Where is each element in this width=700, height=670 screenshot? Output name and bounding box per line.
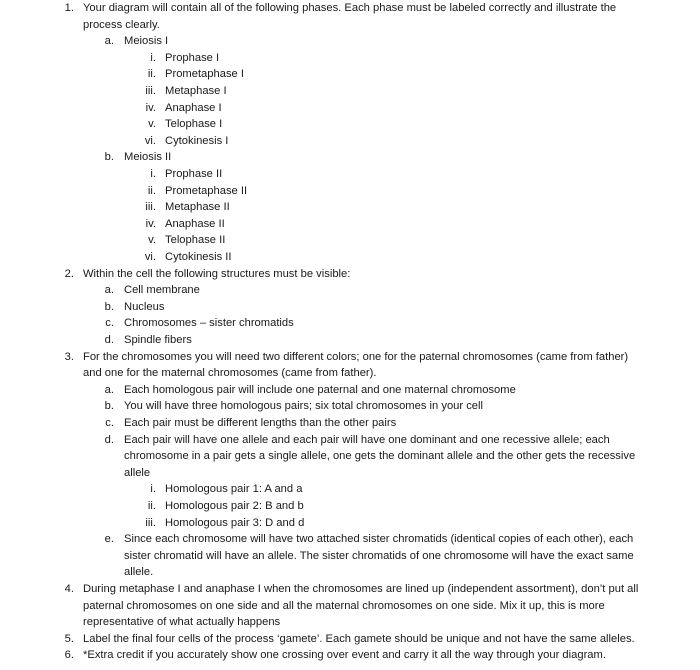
sub-item-2-a-marker: a. — [104, 284, 114, 297]
roman-item-1-a-4-text: Anaphase I — [165, 101, 222, 114]
sub-item-2-c-text: Chromosomes – sister chromatids — [124, 317, 294, 330]
roman-item-1-a-1-marker: i. — [150, 51, 156, 64]
list-item-6-text: *Extra credit if you accurately show one crossing over event and carry it all the way through your diagram. — [83, 649, 606, 662]
sub-item-3-a-text: Each homologous pair will include one paternal and one maternal chromosome — [124, 383, 516, 396]
list-item-4-text: representative of what actually happens — [83, 616, 281, 629]
roman-item-1-a-3-marker: iii. — [145, 85, 156, 97]
roman-item-1-a-6-text: Cytokinesis I — [165, 134, 229, 147]
list-item-3-marker: 3. — [64, 350, 74, 363]
roman-item-1-a-1-text: Prophase I — [165, 51, 220, 64]
list-item-6-marker: 6. — [64, 649, 74, 662]
roman-item-1-b-4-marker: iv. — [145, 217, 156, 230]
sub-item-3-c-marker: c. — [105, 417, 114, 429]
sub-item-3-d-text: Each pair will have one allele and each pair will have one dominant and one recessive allele; each — [124, 433, 610, 446]
list-item-1-marker: 1. — [64, 2, 74, 14]
sub-item-3-e-marker: e. — [104, 533, 114, 546]
roman-item-1-a-5-marker: v. — [148, 118, 156, 131]
roman-item-1-b-1-text: Prophase II — [165, 168, 223, 180]
list-item-4-text: paternal chromosomes on one side and all the maternal chromosomes on one side. Mix it up, this is more — [83, 599, 605, 612]
list-item-5-text: Label the final four cells of the process ‘gamete’. Each gamete should be unique and not have the same alleles. — [83, 632, 635, 645]
sub-item-3-b-marker: b. — [104, 400, 114, 413]
roman-item-1-a-6-marker: vi. — [144, 134, 156, 147]
roman-item-1-a-2-marker: ii. — [147, 68, 156, 81]
roman-item-3-d-3-marker: iii. — [145, 516, 156, 529]
sub-item-1-b-text: Meiosis II — [124, 151, 172, 164]
list-item-4-marker: 4. — [64, 583, 74, 595]
roman-item-1-a-5-text: Telophase I — [165, 118, 223, 131]
sub-item-2-d-marker: d. — [104, 334, 114, 346]
roman-item-3-d-3-text: Homologous pair 3: D and d — [165, 516, 305, 529]
sub-item-3-c-text: Each pair must be different lengths than the other pairs — [124, 417, 397, 429]
sub-item-3-e-text: allele. — [124, 566, 154, 579]
sub-item-3-e-text: Since each chromosome will have two attached sister chromatids (identical copies of each other), each — [124, 533, 634, 546]
roman-item-1-b-5-text: Telophase II — [165, 234, 226, 247]
list-item-3-text: and one for the maternal chromosomes (came from father). — [83, 367, 377, 380]
roman-item-1-b-6-marker: vi. — [144, 251, 156, 263]
roman-item-3-d-1-marker: i. — [150, 483, 156, 496]
roman-item-1-a-3-text: Metaphase I — [165, 85, 227, 97]
sub-item-2-c-marker: c. — [105, 317, 114, 330]
sub-item-3-d-marker: d. — [104, 433, 114, 446]
sub-item-1-a-text: Meiosis I — [124, 35, 169, 48]
list-item-1-text: Your diagram will contain all of the following phases. Each phase must be labeled correctly and illustrate the — [83, 2, 617, 14]
sub-item-3-a-marker: a. — [104, 383, 114, 396]
roman-item-1-b-5-marker: v. — [148, 234, 156, 247]
list-item-5-marker: 5. — [64, 632, 74, 645]
sub-item-3-b-text: You will have three homologous pairs; six total chromosomes in your cell — [124, 400, 484, 413]
roman-item-1-b-1-marker: i. — [150, 168, 156, 180]
sub-item-2-d-text: Spindle fibers — [124, 334, 192, 346]
sub-item-1-b-marker: b. — [104, 151, 114, 164]
roman-item-1-b-3-text: Metaphase II — [165, 201, 230, 214]
roman-item-1-b-3-marker: iii. — [145, 201, 156, 214]
roman-item-3-d-2-text: Homologous pair 2: B and b — [165, 500, 304, 512]
sub-item-3-e-text: sister chromatid will have an allele. The sister chromatids of one chromosome will have the exact same — [124, 549, 634, 562]
list-item-4-text: During metaphase I and anaphase I when the chromosomes are lined up (independent assortment), don’t put all — [83, 583, 639, 595]
sub-item-3-d-text: allele — [124, 466, 151, 479]
roman-item-1-b-4-text: Anaphase II — [165, 217, 225, 230]
sub-item-2-a-text: Cell membrane — [124, 284, 200, 297]
list-item-1-text: process clearly. — [83, 18, 160, 31]
sub-item-2-b-marker: b. — [104, 300, 114, 313]
list-item-2-text: Within the cell the following structures must be visible: — [83, 267, 351, 280]
roman-item-1-a-2-text: Prometaphase I — [165, 68, 244, 81]
roman-item-1-b-6-text: Cytokinesis II — [165, 251, 232, 263]
roman-item-1-b-2-marker: ii. — [147, 184, 156, 197]
sub-item-1-a-marker: a. — [104, 35, 114, 48]
roman-item-1-a-4-marker: iv. — [145, 101, 156, 114]
list-item-3-text: For the chromosomes you will need two different colors; one for the paternal chromosomes (came from father) — [83, 350, 629, 363]
list-item-2-marker: 2. — [64, 267, 74, 280]
sub-item-3-d-text: chromosome in a pair gets a single allele, one gets the dominant allele and the other gets the recessive — [124, 450, 636, 463]
roman-item-3-d-2-marker: ii. — [147, 500, 156, 512]
roman-item-1-b-2-text: Prometaphase II — [165, 184, 248, 197]
sub-item-2-b-text: Nucleus — [124, 300, 165, 313]
roman-item-3-d-1-text: Homologous pair 1: A and a — [165, 483, 303, 496]
